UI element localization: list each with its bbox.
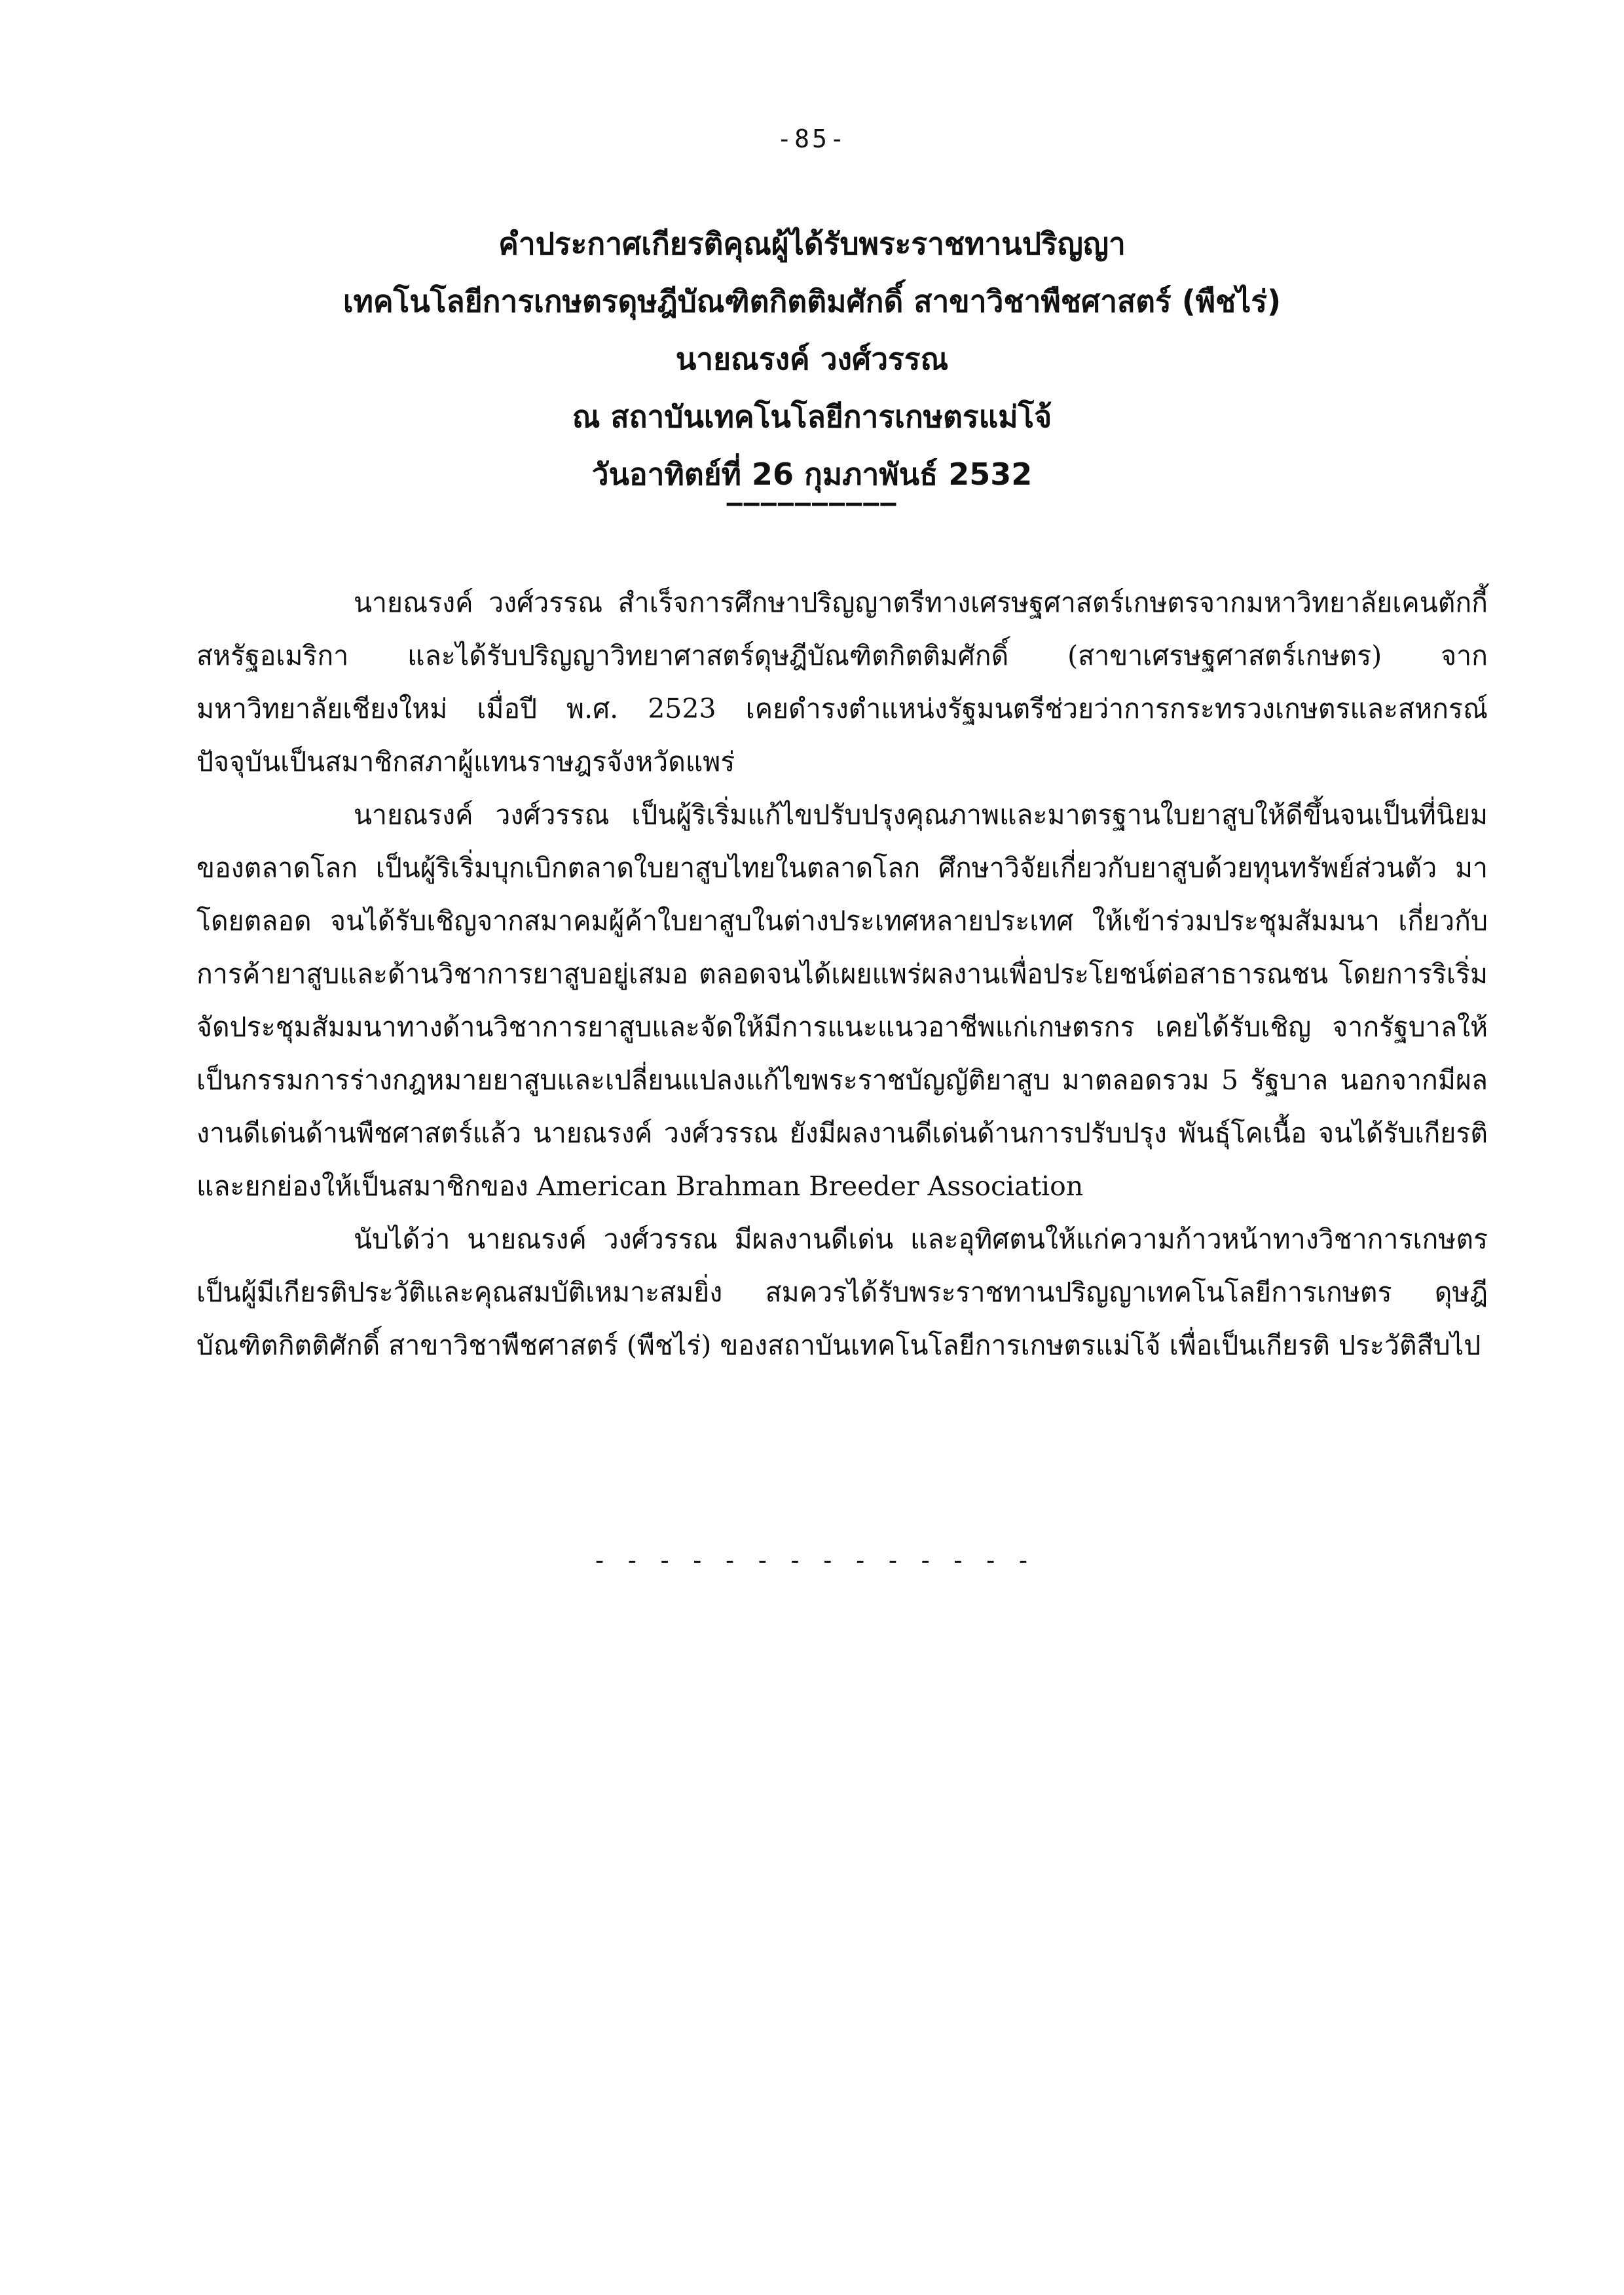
paragraph-conclusion: นับได้ว่า นายณรงค์ วงศ์วรรณ มีผลงานดีเด่น และอุทิศตนให้แก่ความก้าวหน้าทางวิชาการเกษตร เป็นผู้มีเกียรติประวัติและคุณสมบัติเหมาะสมยิ่ง สมควรได้รับพระราชทานปริญญาเทคโนโลยีการเกษตร ดุษฎีบัณฑิตกิตติศักดิ์ สาขาวิชาพืชศาสตร์ (พืชไร่) ของสถาบันเทคโนโลยีการเกษตรแม่โจ้ เพื่อเป็นเกียรติ ประวัติสืบไป [196, 1223, 1488, 1361]
heading-recipient-name: นายณรงค์ วงศ์วรรณ [675, 341, 949, 377]
heading-date: วันอาทิตย์ที่ 26 กุมภาพันธ์ 2532 [591, 457, 1033, 492]
heading-divider: —————————— [726, 488, 898, 518]
heading-institution: ณ สถาบันเทคโนโลยีการเกษตรแม่โจ้ [572, 399, 1052, 434]
heading-title: คำประกาศเกียรติคุณผู้ได้รับพระราชทานปริญญา [498, 226, 1126, 261]
citation-heading [0, 215, 1624, 503]
paragraph-education: นายณรงค์ วงศ์วรรณ สำเร็จการศึกษาปริญญาตรีทางเศรษฐศาสตร์เกษตรจากมหาวิทยาลัยเคนตักกี้ สหรัฐอเมริกา และได้รับปริญญาวิทยาศาสตร์ดุษฎีบัณฑิตกิตติมศักดิ์ (สาขาเศรษฐศาสตร์เกษตร) จาก มหาวิทยาลัยเชียงใหม่ เมื่อปี พ.ศ. 2523 เคยดำรงตำแหน่งรัฐมนตรีช่วยว่าการกระทรวงเกษตรและสหกรณ์ ปัจจุบันเป็นสมาชิกสภาผู้แทนราษฎรจังหวัดแพร่ [196, 587, 1488, 777]
paragraph-achievements: นายณรงค์ วงศ์วรรณ เป็นผู้ริเริ่มแก้ไขปรับปรุงคุณภาพและมาตรฐานใบยาสูบให้ดีขึ้นจนเป็นที่นิยม ของตลาดโลก เป็นผู้ริเริ่มบุกเบิกตลาดใบยาสูบไทยในตลาดโลก ศึกษาวิจัยเกี่ยวกับยาสูบด้วยทุนทรัพย์ส่วนตัว มาโดยตลอด จนได้รับเชิญจากสมาคมผู้ค้าใบยาสูบในต่างประเทศหลายประเทศ ให้เข้าร่วมประชุมสัมมนา เกี่ยวกับการค้ายาสูบและด้านวิชาการยาสูบอยู่เสมอ ตลอดจนได้เผยแพร่ผลงานเพื่อประโยชน์ต่อสาธารณชน โดยการริเริ่มจัดประชุมสัมมนาทางด้านวิชาการยาสูบและจัดให้มีการแนะแนวอาชีพแก่เกษตรกร เคยได้รับเชิญ จากรัฐบาลให้เป็นกรรมการร่างกฎหมายยาสูบและเปลี่ยนแปลงแก้ไขพระราชบัญญัติยาสูบ มาตลอดรวม 5 รัฐบาล นอกจากมีผลงานดีเด่นด้านพืชศาสตร์แล้ว นายณรงค์ วงศ์วรรณ ยังมีผลงานดีเด่นด้านการปรับปรุง พันธุ์โคเนื้อ จนได้รับเกียรติและยกย่องให้เป็นสมาชิกของ American Brahman Breeder Association [196, 799, 1488, 1202]
citation-body [196, 576, 1488, 1372]
end-divider: - - - - - - - - - - - - - - [592, 1546, 1032, 1575]
page-number: -85- [777, 124, 847, 153]
heading-degree: เทคโนโลยีการเกษตรดุษฎีบัณฑิตกิตติมศักดิ์ สาขาวิชาพืชศาสตร์ (พืชไร่) [342, 284, 1282, 319]
